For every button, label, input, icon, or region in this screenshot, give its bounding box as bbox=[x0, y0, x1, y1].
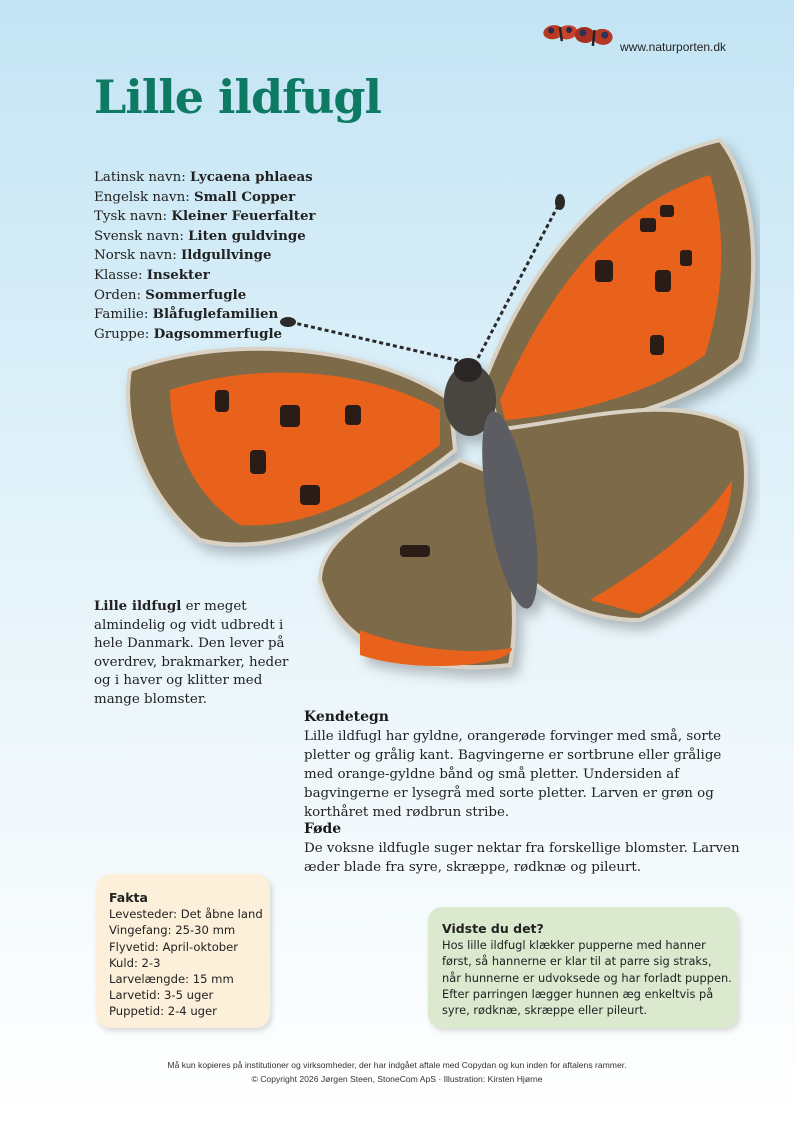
species-name-value: Insekter bbox=[146, 266, 210, 283]
species-name-label: Klasse: bbox=[94, 267, 143, 283]
fakta-item: Kuld: 2-3 bbox=[109, 955, 161, 970]
species-name-label: Svensk navn: bbox=[94, 228, 184, 244]
species-name-row bbox=[94, 246, 316, 266]
kendetegn-text: Lille ildfugl har gyldne, orangerøde forvinger med små, sorte pletter og grålig kant. Bagvingerne er sortbrune eller grålige med orange-gyldne bånd og små pletter. Undersiden af bagvingerne er lysegrå med sorte pletter. Larven er grøn og korthåret med rødbrun stribe. bbox=[304, 729, 722, 820]
species-name-value: Lycaena phlaeas bbox=[189, 169, 313, 185]
species-name-label: Tysk navn: bbox=[94, 209, 168, 225]
species-name-row bbox=[94, 266, 316, 286]
species-name-label: Latinsk navn: bbox=[94, 170, 186, 185]
species-name-row bbox=[94, 227, 316, 247]
species-name-row bbox=[94, 207, 316, 227]
species-name-value: Kleiner Feuerfalter bbox=[171, 208, 316, 225]
fakta-box bbox=[96, 874, 270, 1028]
foede-heading: Føde bbox=[304, 821, 342, 837]
species-name-row bbox=[94, 168, 316, 188]
species-name-row bbox=[94, 325, 316, 345]
species-name-row bbox=[94, 286, 316, 306]
intro-text: er meget almindelig og vidt udbredt i hele Danmark. Den lever på overdrev, brakmarker, heder og i haver og klitter med mange blomster. bbox=[94, 599, 289, 707]
fakta-item: Larvetid: 3-5 uger bbox=[109, 988, 214, 1003]
fakta-item: Larvelængde: 15 mm bbox=[109, 972, 234, 987]
species-name-label: Norsk navn: bbox=[94, 248, 177, 264]
species-name-label: Engelsk navn: bbox=[94, 189, 190, 205]
fakta-item: Vingefang: 25-30 mm bbox=[109, 923, 236, 938]
species-name-value: Small Copper bbox=[194, 188, 296, 205]
species-name-row bbox=[94, 305, 316, 325]
fakta-item: Puppetid: 2-4 uger bbox=[109, 1004, 217, 1019]
foede-text: De voksne ildfugle suger nektar fra forskellige blomster. Larven æder blade fra syre, skræppe, rødknæ og pileurt. bbox=[304, 841, 740, 875]
fakta-item: Levesteder: Det åbne land bbox=[109, 907, 263, 922]
vidste-du-det-box bbox=[428, 907, 738, 1028]
fakta-heading: Fakta bbox=[109, 890, 148, 905]
intro-species-name: Lille ildfugl bbox=[94, 598, 182, 614]
species-name-row bbox=[94, 188, 316, 208]
species-name-value: Ildgullvinge bbox=[181, 247, 272, 264]
intro-paragraph bbox=[94, 597, 294, 710]
section-kendetegn bbox=[304, 709, 754, 822]
species-name-value: Blåfuglefamilien bbox=[152, 306, 279, 323]
species-name-label: Familie: bbox=[94, 307, 149, 323]
naturporten-logo-icon bbox=[538, 18, 618, 58]
species-name-label: Gruppe: bbox=[94, 326, 150, 342]
species-name-label: Orden: bbox=[94, 287, 142, 303]
page-title: Lille ildfugl bbox=[94, 70, 382, 124]
species-name-value: Dagsommerfugle bbox=[153, 325, 283, 342]
species-name-value: Sommerfugle bbox=[145, 286, 247, 303]
species-name-value: Liten guldvinge bbox=[188, 227, 306, 244]
kendetegn-heading: Kendetegn bbox=[304, 709, 389, 725]
site-url: www.naturporten.dk bbox=[620, 40, 727, 54]
section-foede bbox=[304, 821, 754, 877]
footer-copy-notice: Må kun kopieres på institutioner og virksomheder, der har indgået aftale med Copydan og kun inden for aftalens rammer. bbox=[167, 1060, 627, 1070]
fakta-list bbox=[109, 906, 263, 1019]
species-names-list bbox=[94, 168, 316, 344]
vidste-heading: Vidste du det? bbox=[442, 921, 544, 936]
vidste-text: Hos lille ildfugl klækker pupperne med hanner først, så hannerne er klar til at parre sig straks, når hunnerne er udvoksede og har forladt puppen. Efter parringen lægger hunnen æg enkeltvis på syre, rødknæ, skræppe eller pileurt. bbox=[442, 938, 732, 1018]
footer-copyright: © Copyright 2026 Jørgen Steen, StoneCom ApS · Illustration: Kirsten Hjørne bbox=[251, 1074, 543, 1084]
fakta-item: Flyvetid: April-oktober bbox=[109, 939, 239, 954]
footer bbox=[0, 1058, 794, 1086]
